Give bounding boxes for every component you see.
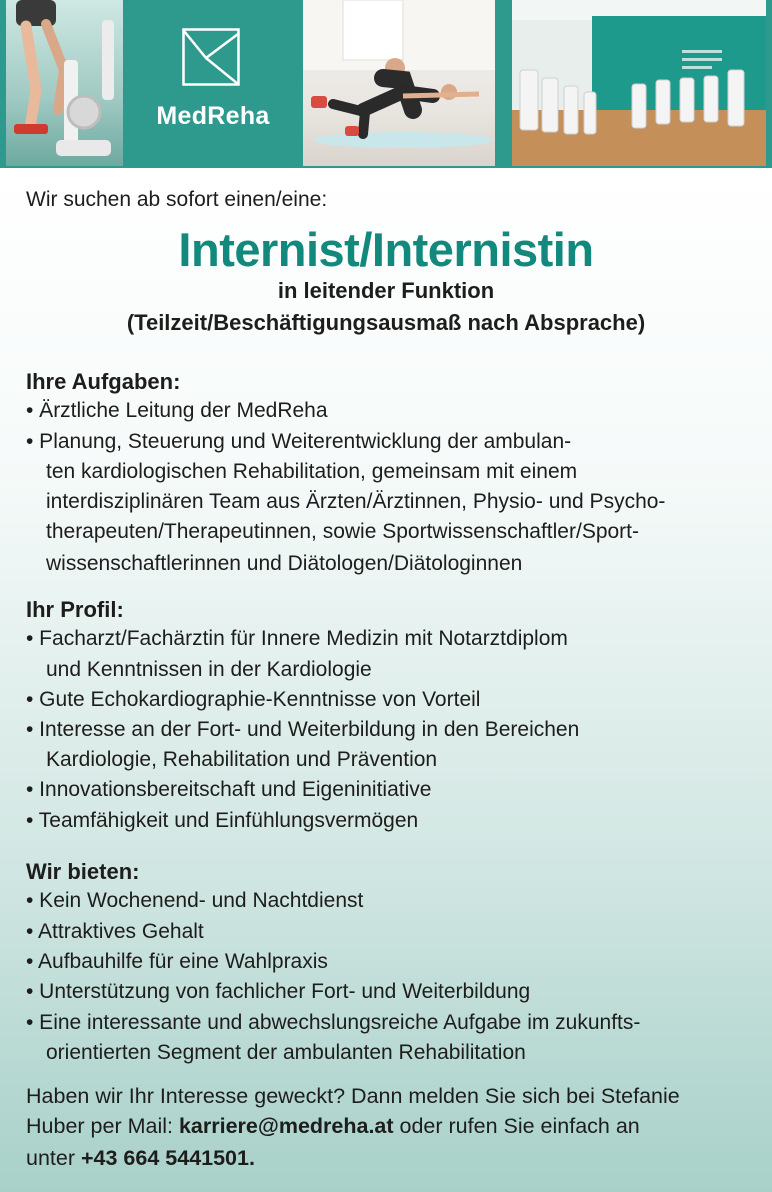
list-item-continuation: Kardiologie, Rehabilitation und Prävention	[46, 748, 438, 771]
job-employment-note: (Teilzeit/Beschäftigungsausmaß nach Absprache)	[126, 310, 646, 335]
list-item: • Kein Wochenend- und Nachtdienst	[26, 889, 364, 912]
exercise-bike-photo	[6, 0, 123, 166]
list-item: • Aufbauhilfe für eine Wahlpraxis	[26, 950, 328, 973]
logo-text: MedReha	[156, 102, 270, 130]
envelope-logo-icon	[182, 28, 240, 86]
contact-text: Huber per Mail:	[26, 1114, 179, 1138]
list-item-continuation: wissenschaftlerinnen und Diätologen/Diätologinnen	[46, 552, 523, 575]
contact-line-3	[26, 1146, 255, 1171]
list-item: • Ärztliche Leitung der MedReha	[26, 399, 328, 422]
physiotherapy-photo	[303, 0, 495, 166]
list-item: • Interesse an der Fort- und Weiterbildung in den Bereichen	[26, 718, 580, 741]
job-title: Internist/Internistin	[178, 223, 594, 276]
contact-line-2	[26, 1114, 640, 1139]
list-item: • Facharzt/Fachärztin für Innere Medizin mit Notarztdiplom	[26, 627, 568, 650]
medreha-logo	[123, 0, 303, 166]
section-heading-bieten: Wir bieten:	[26, 859, 140, 884]
email-link[interactable]: karriere@medreha.at	[178, 1114, 394, 1138]
list-item: • Eine interessante und abwechslungsreiche Aufgabe im zukunfts-	[26, 1011, 641, 1034]
intro-text: Wir suchen ab sofort einen/eine:	[26, 188, 328, 211]
list-item: • Innovationsbereitschaft und Eigeninitiative	[26, 778, 432, 801]
header-banner	[0, 0, 772, 168]
list-item-continuation: und Kenntnissen in der Kardiologie	[46, 658, 372, 681]
section-heading-aufgaben: Ihre Aufgaben:	[26, 369, 181, 394]
list-item: • Teamfähigkeit und Einfühlungsvermögen	[26, 809, 419, 832]
list-item-continuation: orientierten Segment der ambulanten Rehabilitation	[46, 1041, 526, 1064]
list-item-continuation: ten kardiologischen Rehabilitation, gemeinsam mit einem	[46, 460, 578, 483]
list-item: • Planung, Steuerung und Weiterentwicklung der ambulan-	[26, 430, 572, 453]
list-item-continuation: therapeuten/Therapeutinnen, sowie Sportwissenschaftler/Sport-	[46, 520, 640, 543]
section-heading-profil: Ihr Profil:	[26, 597, 124, 622]
list-item-continuation: interdisziplinären Team aus Ärzten/Ärztinnen, Physio- und Psycho-	[46, 490, 666, 513]
contact-text: unter	[26, 1146, 81, 1170]
job-ad-body	[0, 168, 772, 1192]
phone-number[interactable]: +43 664 5441501.	[80, 1146, 255, 1170]
job-subtitle: in leitender Funktion	[277, 278, 495, 303]
contact-text: oder rufen Sie einfach an	[393, 1114, 640, 1138]
contact-line-1: Haben wir Ihr Interesse geweckt? Dann melden Sie sich bei Stefanie	[26, 1084, 680, 1108]
list-item: • Attraktives Gehalt	[26, 920, 204, 943]
list-item: • Gute Echokardiographie-Kenntnisse von Vorteil	[26, 688, 481, 711]
training-room-photo	[512, 0, 766, 166]
list-item: • Unterstützung von fachlicher Fort- und Weiterbildung	[26, 980, 531, 1003]
